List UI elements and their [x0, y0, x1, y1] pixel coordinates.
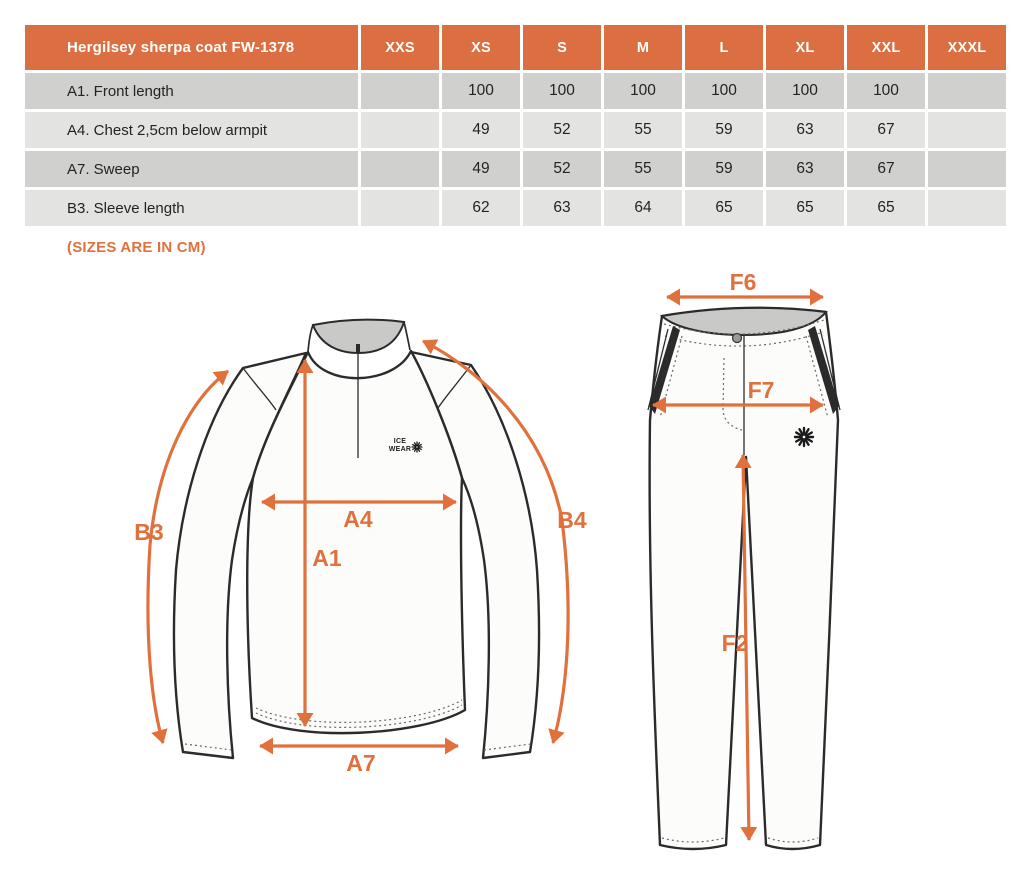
size-value-cell: 100 [766, 73, 844, 109]
row-label: A7. Sweep [25, 151, 358, 187]
coat-b3-label: B3 [134, 519, 164, 545]
size-value-cell: 100 [685, 73, 763, 109]
size-value-cell: 52 [523, 151, 601, 187]
size-value-cell: 100 [847, 73, 925, 109]
size-col-header-xxs: XXS [361, 25, 439, 70]
size-value-cell: 59 [685, 112, 763, 148]
size-value-cell: 67 [847, 112, 925, 148]
logo-text-wear: WEAR [388, 446, 412, 453]
row-label: A4. Chest 2,5cm below armpit [25, 112, 358, 148]
waist-button-icon [733, 334, 742, 343]
size-col-header-s: S [523, 25, 601, 70]
coat-b4-label: B4 [557, 507, 587, 533]
size-value-cell: 100 [604, 73, 682, 109]
size-col-header-xxxl: XXXL [928, 25, 1006, 70]
logo-text-ice: ICE [393, 438, 407, 445]
pants-f2-label: F2 [721, 630, 749, 656]
size-value-cell: 63 [523, 190, 601, 226]
row-label: A1. Front length [25, 73, 358, 109]
size-value-cell: 64 [604, 190, 682, 226]
size-col-header-m: M [604, 25, 682, 70]
row-label: B3. Sleeve length [25, 190, 358, 226]
size-value-cell: 55 [604, 112, 682, 148]
coat-a7-label: A7 [346, 750, 376, 776]
size-value-cell: 65 [847, 190, 925, 226]
size-value-cell: 100 [442, 73, 520, 109]
size-col-header-l: L [685, 25, 763, 70]
coat-a4-label: A4 [343, 506, 373, 532]
pants-f7-label: F7 [747, 377, 775, 403]
size-col-header-xs: XS [442, 25, 520, 70]
pants-f6-label: F6 [729, 269, 757, 295]
size-value-cell: 49 [442, 151, 520, 187]
size-value-cell: 55 [604, 151, 682, 187]
zipper-pull-icon [356, 344, 360, 353]
coat-torso [247, 351, 465, 733]
size-value-cell: 62 [442, 190, 520, 226]
size-value-cell: 100 [523, 73, 601, 109]
size-value-cell: 59 [685, 151, 763, 187]
size-col-header-xl: XL [766, 25, 844, 70]
size-value-cell: 52 [523, 112, 601, 148]
product-title-cell: Hergilsey sherpa coat FW-1378 [25, 25, 358, 70]
size-col-header-xxl: XXL [847, 25, 925, 70]
coat-a1-label: A1 [312, 545, 342, 571]
size-value-cell: 65 [766, 190, 844, 226]
size-value-cell: 65 [685, 190, 763, 226]
size-value-cell: 63 [766, 112, 844, 148]
size-value-cell: 49 [442, 112, 520, 148]
size-value-cell: 67 [847, 151, 925, 187]
pants-drawing [648, 269, 840, 849]
units-note: (SIZES ARE IN CM) [67, 239, 206, 256]
coat-drawing [134, 320, 587, 776]
size-value-cell: 63 [766, 151, 844, 187]
